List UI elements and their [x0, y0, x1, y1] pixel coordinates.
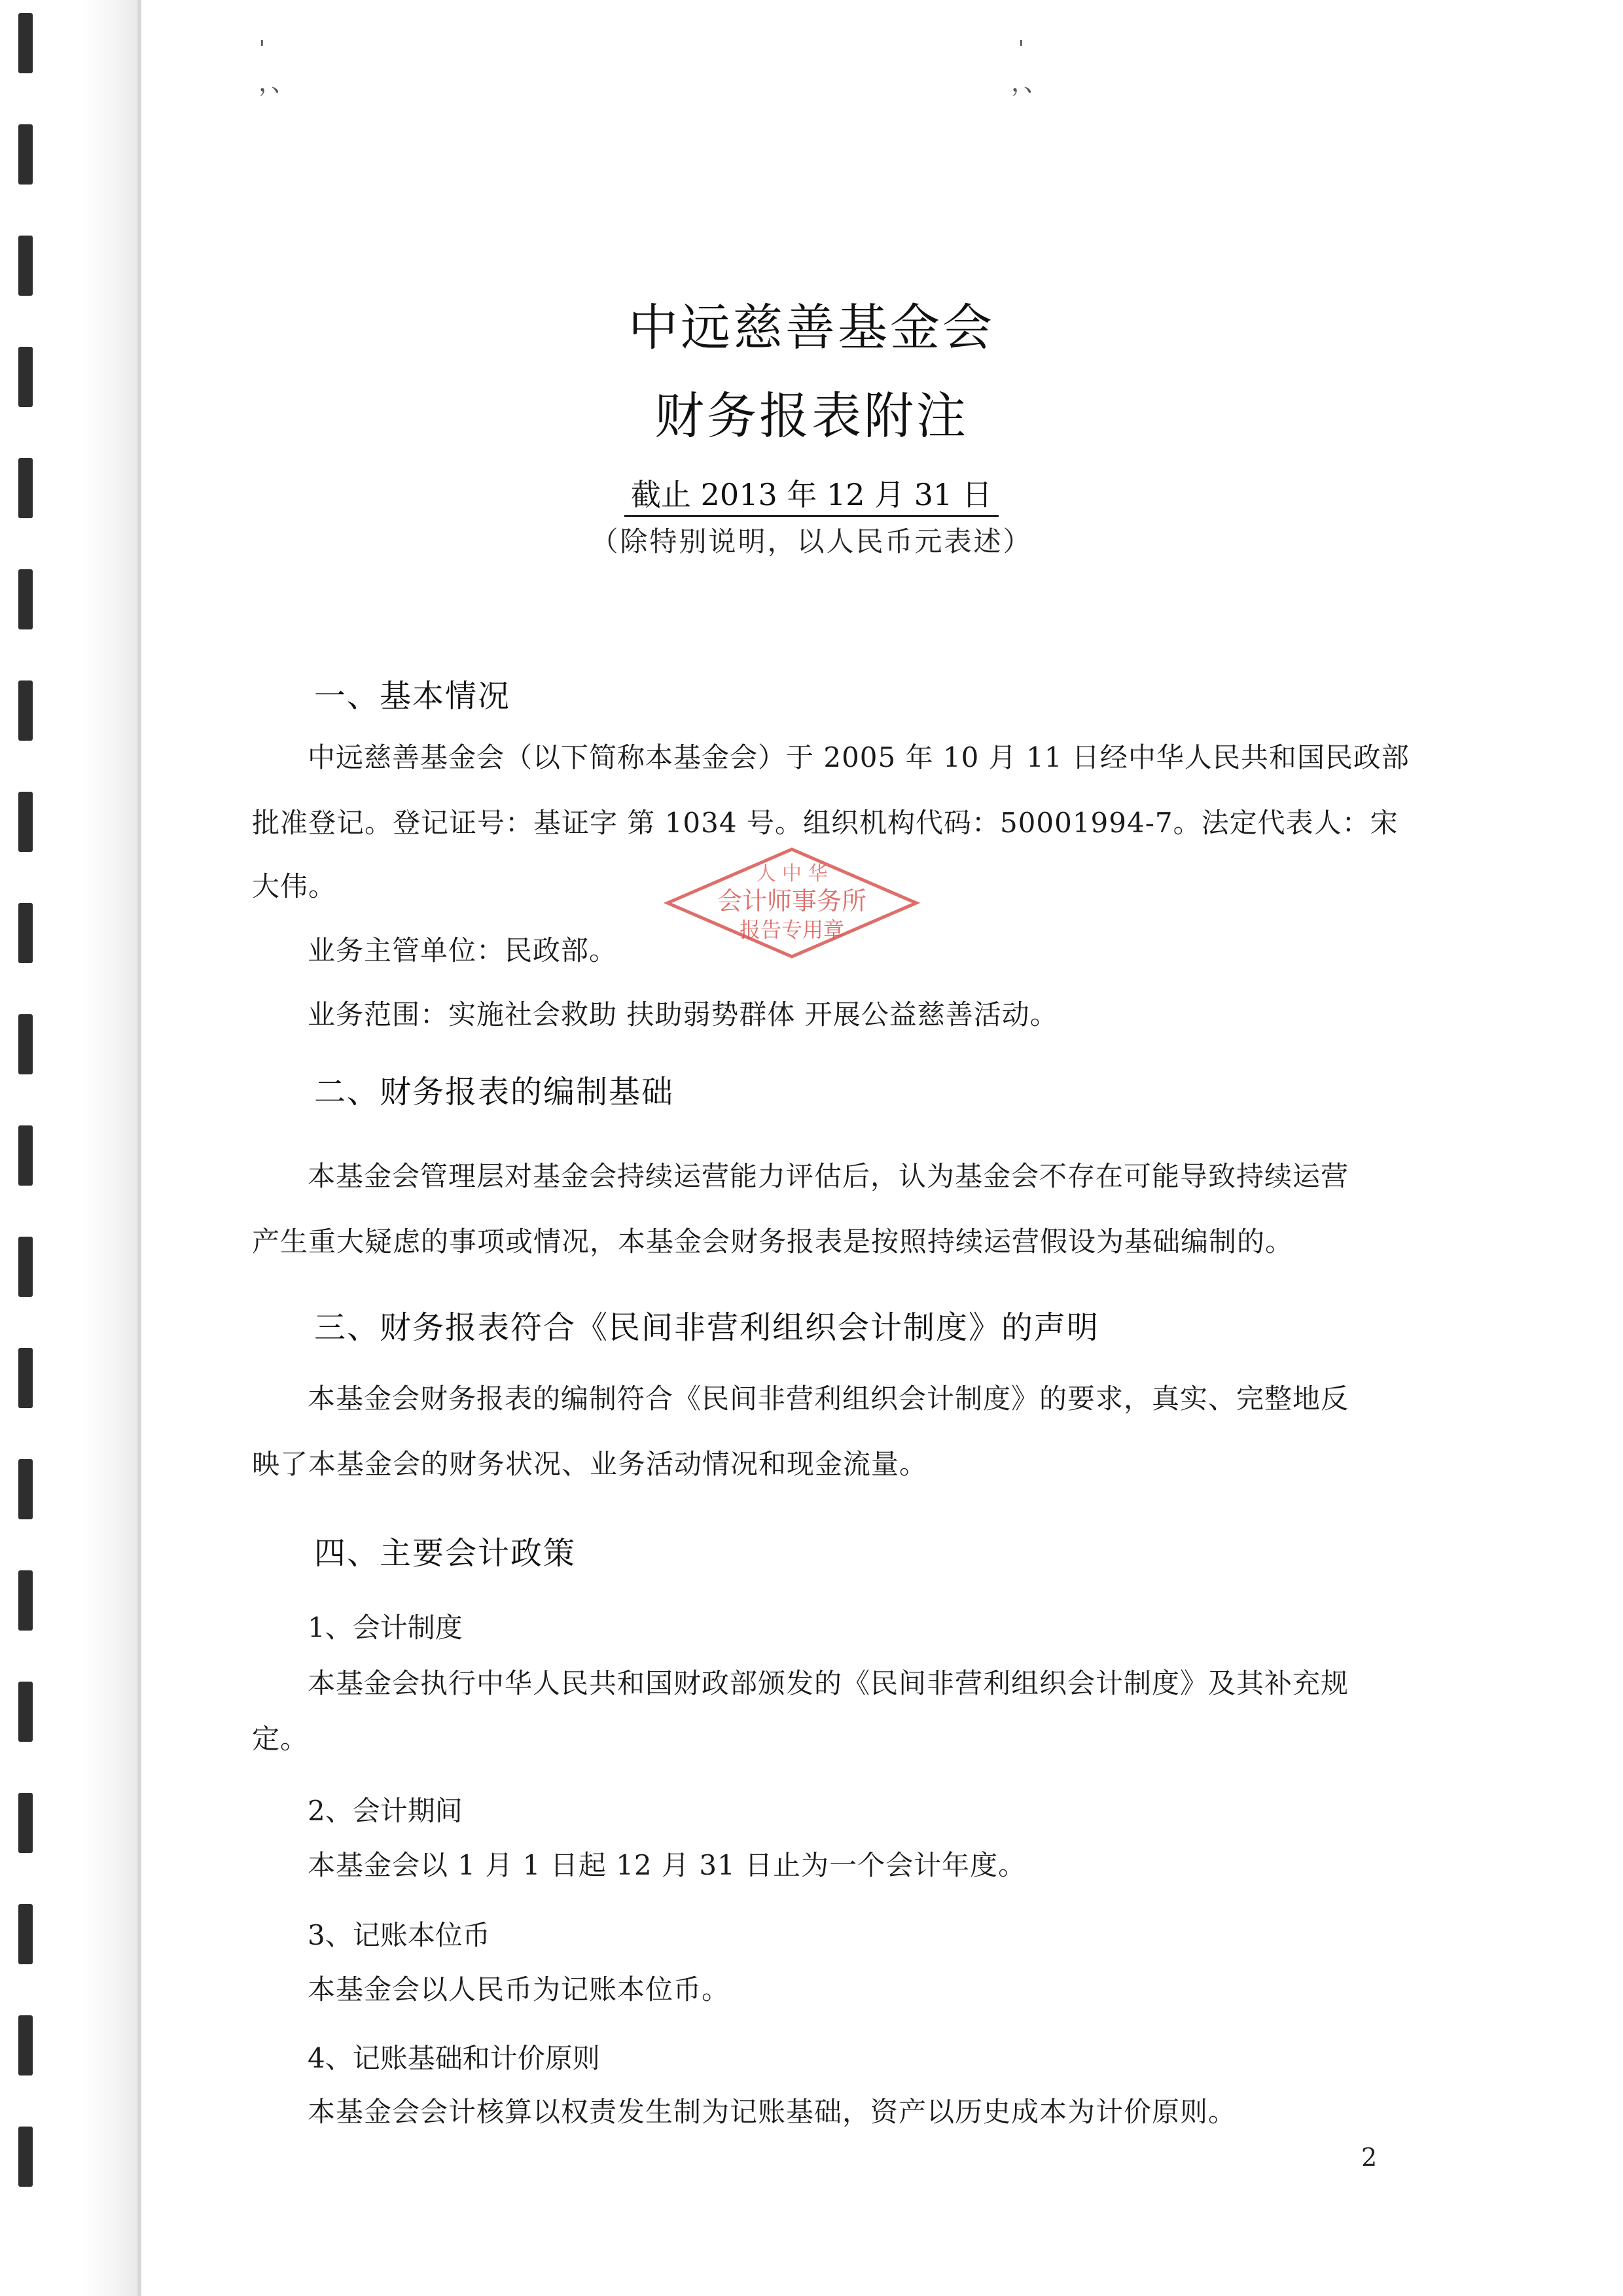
- subsection-title: 1、会计制度: [308, 1612, 463, 1644]
- punch-hole: [18, 1682, 33, 1742]
- report-date: 截止 2013 年 12 月 31 日: [0, 471, 1623, 514]
- scan-mark: ，、: [1011, 68, 1049, 97]
- punch-hole: [18, 569, 33, 629]
- paragraph-line: 本基金会以人民币为记账本位币。: [308, 1973, 730, 2005]
- scan-mark: ˈ: [1018, 36, 1025, 65]
- subsection-title: 4、记账基础和计价原则: [308, 2042, 600, 2074]
- org-title: 中远慈善基金会: [628, 298, 995, 357]
- paragraph-line: 产生重大疑虑的事项或情况，本基金会财务报表是按照持续运营假设为基础编制的。: [252, 1226, 1294, 1258]
- svg-text:报告专用章: 报告专用章: [739, 917, 845, 942]
- scan-mark: ，、: [259, 68, 296, 97]
- punch-hole: [18, 680, 33, 741]
- paragraph-line: 大伟。: [252, 870, 337, 902]
- section-heading: 四、主要会计政策: [314, 1535, 577, 1572]
- currency-note: （除特别说明，以人民币元表述）: [590, 525, 1033, 557]
- subsection-title: 2、会计期间: [308, 1795, 463, 1827]
- section-heading: 二、财务报表的编制基础: [314, 1074, 675, 1110]
- paragraph-line: 中远慈善基金会（以下简称本基金会）于 2005 年 10 月 11 日经中华人民共和国民政部: [308, 741, 1410, 773]
- paragraph-line: 本基金会执行中华人民共和国财政部颁发的《民间非营利组织会计制度》及其补充规: [308, 1667, 1349, 1699]
- punch-hole: [18, 2127, 33, 2187]
- paragraph-line: 定。: [252, 1723, 309, 1755]
- punch-hole: [18, 2015, 33, 2075]
- paragraph-line: 本基金会以 1 月 1 日起 12 月 31 日止为一个会计年度。: [308, 1849, 1027, 1881]
- scan-mark: ˈ: [259, 36, 266, 65]
- doc-title: 财务报表附注: [654, 387, 969, 445]
- paragraph-line: 本基金会管理层对基金会持续运营能力评估后，认为基金会不存在可能导致持续运营: [308, 1160, 1349, 1192]
- paragraph-line: 本基金会财务报表的编制符合《民间非营利组织会计制度》的要求，真实、完整地反: [308, 1383, 1349, 1415]
- svg-text:人 中 华: 人 中 华: [756, 862, 828, 885]
- punch-hole: [18, 903, 33, 963]
- subsection-title: 3、记账本位币: [308, 1919, 490, 1951]
- punch-hole: [18, 1237, 33, 1297]
- svg-text:会计师事务所: 会计师事务所: [717, 887, 867, 915]
- punch-hole: [18, 1459, 33, 1519]
- page-number: 2: [1361, 2143, 1378, 2172]
- punch-hole: [18, 1904, 33, 1964]
- paragraph-line: 业务主管单位：民政部。: [308, 934, 618, 966]
- punch-hole: [18, 1125, 33, 1186]
- punch-hole: [18, 792, 33, 852]
- auditor-seal: [654, 844, 929, 962]
- paragraph-line: 本基金会会计核算以权责发生制为记账基础，资产以历史成本为计价原则。: [308, 2096, 1237, 2128]
- punch-hole: [18, 1570, 33, 1631]
- section-heading: 三、财务报表符合《民间非营利组织会计制度》的声明: [314, 1309, 1100, 1346]
- punch-hole: [18, 1348, 33, 1408]
- section-heading: 一、基本情况: [314, 678, 511, 715]
- punch-hole: [18, 124, 33, 185]
- punch-hole: [18, 236, 33, 296]
- punch-hole: [18, 1014, 33, 1074]
- paragraph-line: 映了本基金会的财务状况、业务活动情况和现金流量。: [252, 1448, 928, 1480]
- punch-hole: [18, 1793, 33, 1853]
- paragraph-line: 业务范围：实施社会救助 扶助弱势群体 开展公益慈善活动。: [308, 998, 1058, 1031]
- punch-hole: [18, 13, 33, 73]
- paragraph-line: 批准登记。登记证号：基证字 第 1034 号。组织机构代码：50001994-7。法定代表人：宋: [252, 807, 1399, 839]
